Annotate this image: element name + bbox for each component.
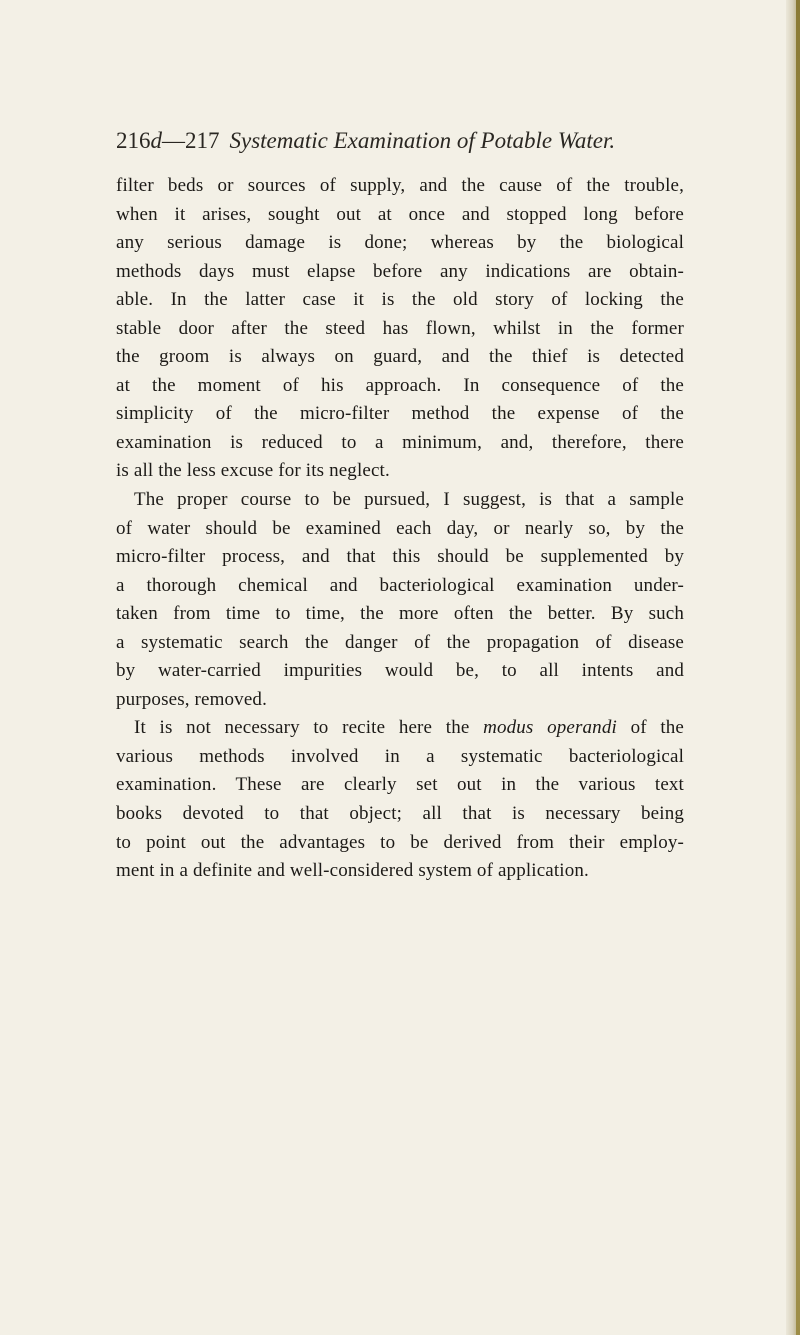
text-line: micro-filter process, and that this should be supplemented by bbox=[116, 546, 684, 568]
text-line: when it arises, sought out at once and stopped long before bbox=[116, 203, 684, 225]
running-head bbox=[116, 126, 686, 156]
text-line: is all the less excuse for its neglect. bbox=[116, 460, 390, 482]
page-number: 216d—217 bbox=[116, 128, 220, 153]
text-line: purposes, removed. bbox=[116, 688, 267, 710]
text-line: examination. These are clearly set out in the various text bbox=[116, 774, 684, 796]
italic-phrase: modus operandi bbox=[483, 717, 617, 739]
text-line: a thorough chemical and bacteriological examination under- bbox=[116, 574, 684, 596]
text-line: filter beds or sources of supply, and the cause of the trouble, bbox=[116, 175, 684, 196]
text-line: of water should be examined each day, or nearly so, by the bbox=[116, 517, 684, 539]
text-line: to point out the advantages to be derived from their employ- bbox=[116, 831, 684, 853]
text-line: at the moment of his approach. In consequence of the bbox=[116, 374, 684, 396]
paragraph-2 bbox=[116, 486, 684, 714]
page-edge-binding bbox=[796, 0, 800, 1335]
text-line: by water-carried impurities would be, to all intents and bbox=[116, 660, 684, 682]
text-line: examination is reduced to a minimum, and, therefore, there bbox=[116, 431, 684, 453]
body-text bbox=[116, 172, 684, 886]
text-line: The proper course to be pursued, I suggest, is that a sample bbox=[134, 489, 684, 511]
text-line: the groom is always on guard, and the thief is detected bbox=[116, 346, 684, 368]
page-title: Systematic Examination of Potable Water. bbox=[229, 128, 616, 153]
paragraph-1 bbox=[116, 172, 684, 486]
text-line: taken from time to time, the more often the better. By such bbox=[116, 603, 684, 625]
text-line: simplicity of the micro-filter method the expense of the bbox=[116, 403, 684, 425]
text-line: various methods involved in a systematic bacteriological bbox=[116, 745, 684, 767]
text-line: ment in a definite and well-considered system of application. bbox=[116, 860, 589, 882]
text-line: stable door after the steed has flown, whilst in the former bbox=[116, 317, 684, 339]
text-line: methods days must elapse before any indications are obtain- bbox=[116, 260, 684, 282]
text-line: books devoted to that object; all that is necessary being bbox=[116, 803, 684, 825]
text-line: able. In the latter case it is the old story of locking the bbox=[116, 289, 684, 311]
paragraph-3 bbox=[116, 714, 684, 885]
text-line: It is not necessary to recite here the modus operandi of the bbox=[134, 717, 685, 739]
text-line: a systematic search the danger of the propagation of disease bbox=[116, 631, 684, 653]
text-line: any serious damage is done; whereas by the biological bbox=[116, 232, 684, 254]
